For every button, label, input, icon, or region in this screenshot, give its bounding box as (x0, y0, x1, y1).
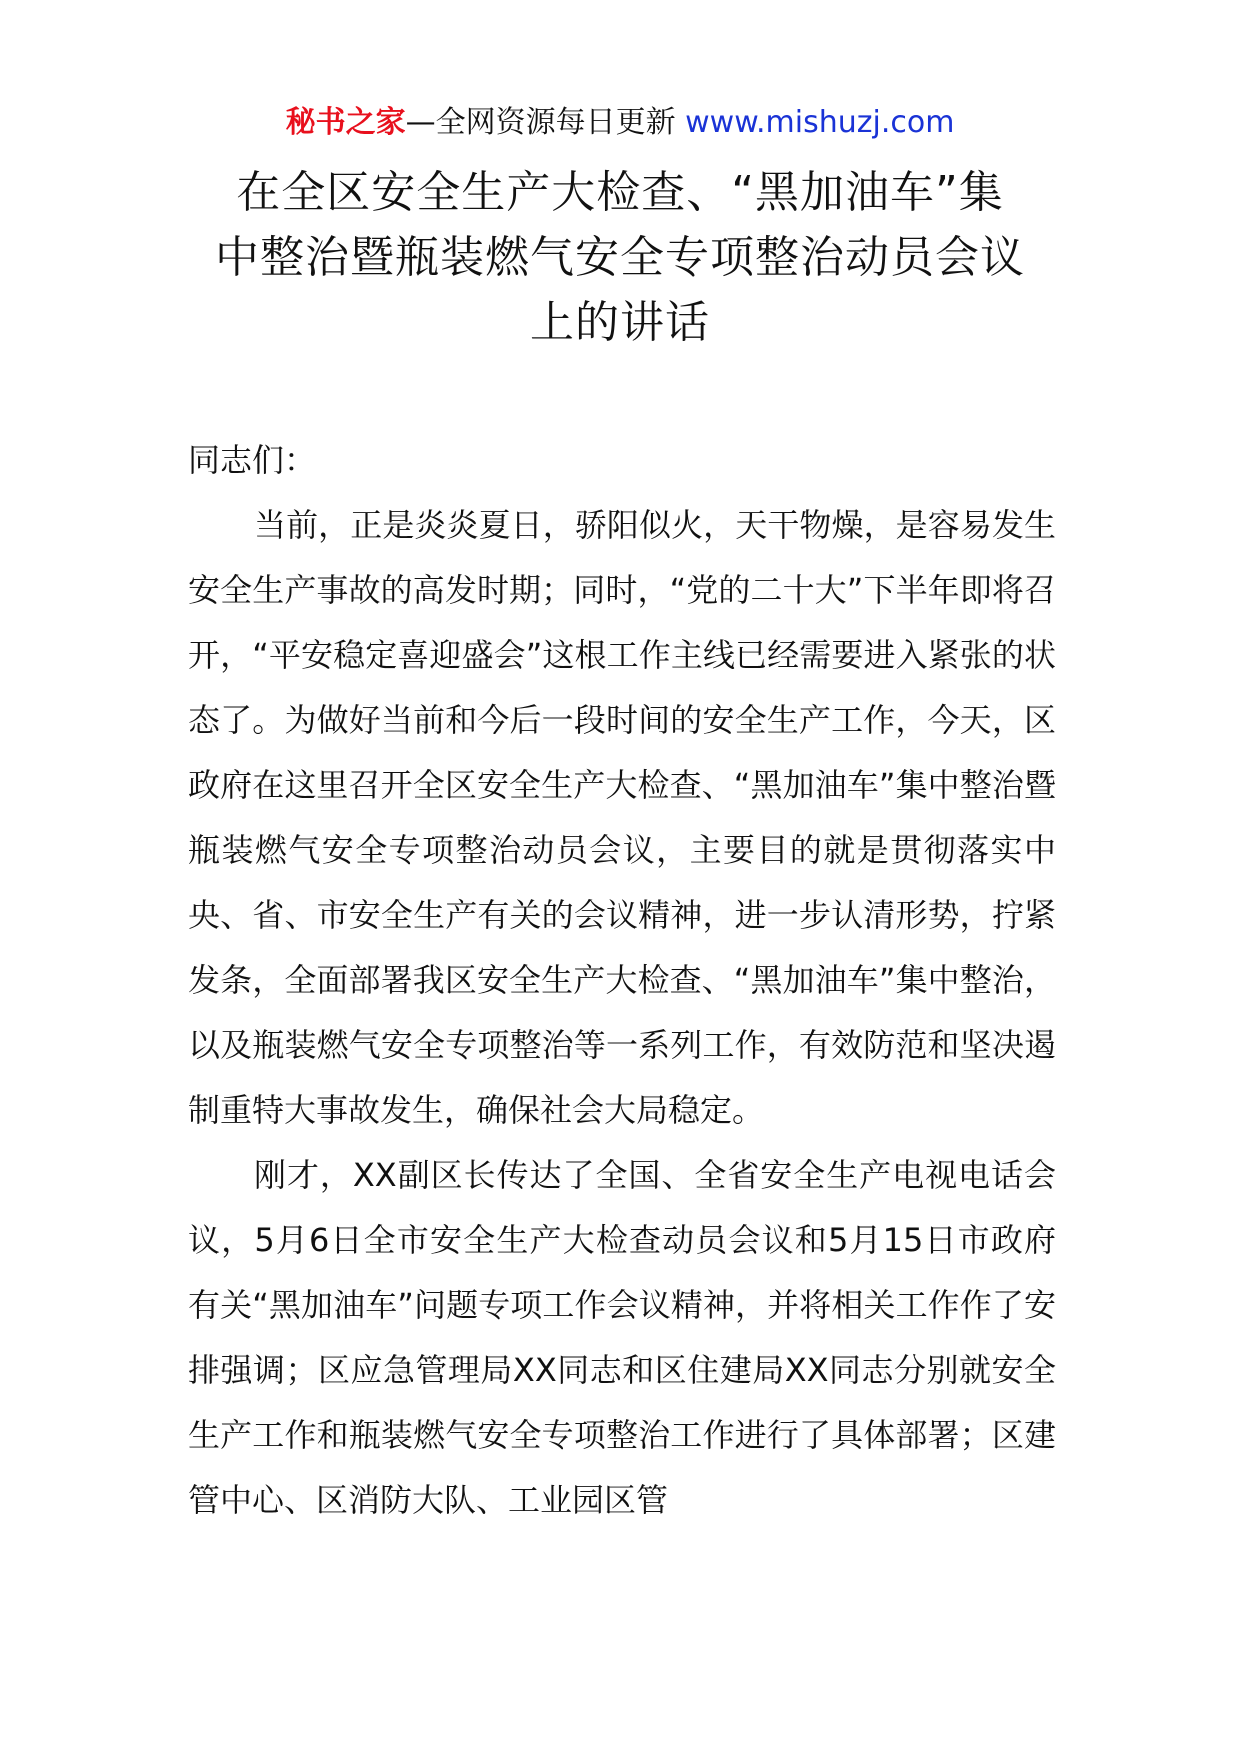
document-title (190, 160, 1050, 355)
document-body (188, 428, 1056, 1533)
body-paragraph-2: 刚才，XX副区长传达了全国、全省安全生产电视电话会议，5月6日全市安全生产大检查动员会议和5月15日市政府有关“黑加油车”问题专项工作会议精神，并将相关工作作了安排强调；区应急管理局XX同志和区住建局XX同志分别就安全生产工作和瓶装燃气安全专项整治工作进行了具体部署；区建管中心、区消防大队、工业园区管 (188, 1156, 1056, 1519)
title-line-2: 中整治暨瓶装燃气安全专项整治动员会议 (215, 232, 1025, 283)
site-brand: 秘书之家 (285, 105, 406, 140)
title-line-3: 上的讲话 (530, 297, 710, 348)
body-paragraph-1: 当前，正是炎炎夏日，骄阳似火，天干物燥，是容易发生安全生产事故的高发时期；同时，“党的二十大”下半年即将召开，“平安稳定喜迎盛会”这根工作主线已经需要进入紧张的状态了。为做好当前和今后一段时间的安全生产工作，今天，区政府在这里召开全区安全生产大检查、“黑加油车”集中整治暨瓶装燃气安全专项整治动员会议，主要目的就是贯彻落实中央、省、市安全生产有关的会议精神，进一步认清形势，拧紧发条，全面部署我区安全生产大检查、“黑加油车”集中整治，以及瓶装燃气安全专项整治等一系列工作，有效防范和坚决遏制重特大事故发生，确保社会大局稳定。 (188, 506, 1056, 1129)
salutation: 同志们： (188, 441, 317, 479)
site-url-link[interactable]: www.mishuzj.com (685, 105, 955, 140)
title-line-1: 在全区安全生产大检查、“黑加油车”集 (236, 167, 1004, 218)
site-tagline: —全网资源每日更新 (405, 105, 676, 140)
site-header (0, 100, 1240, 146)
